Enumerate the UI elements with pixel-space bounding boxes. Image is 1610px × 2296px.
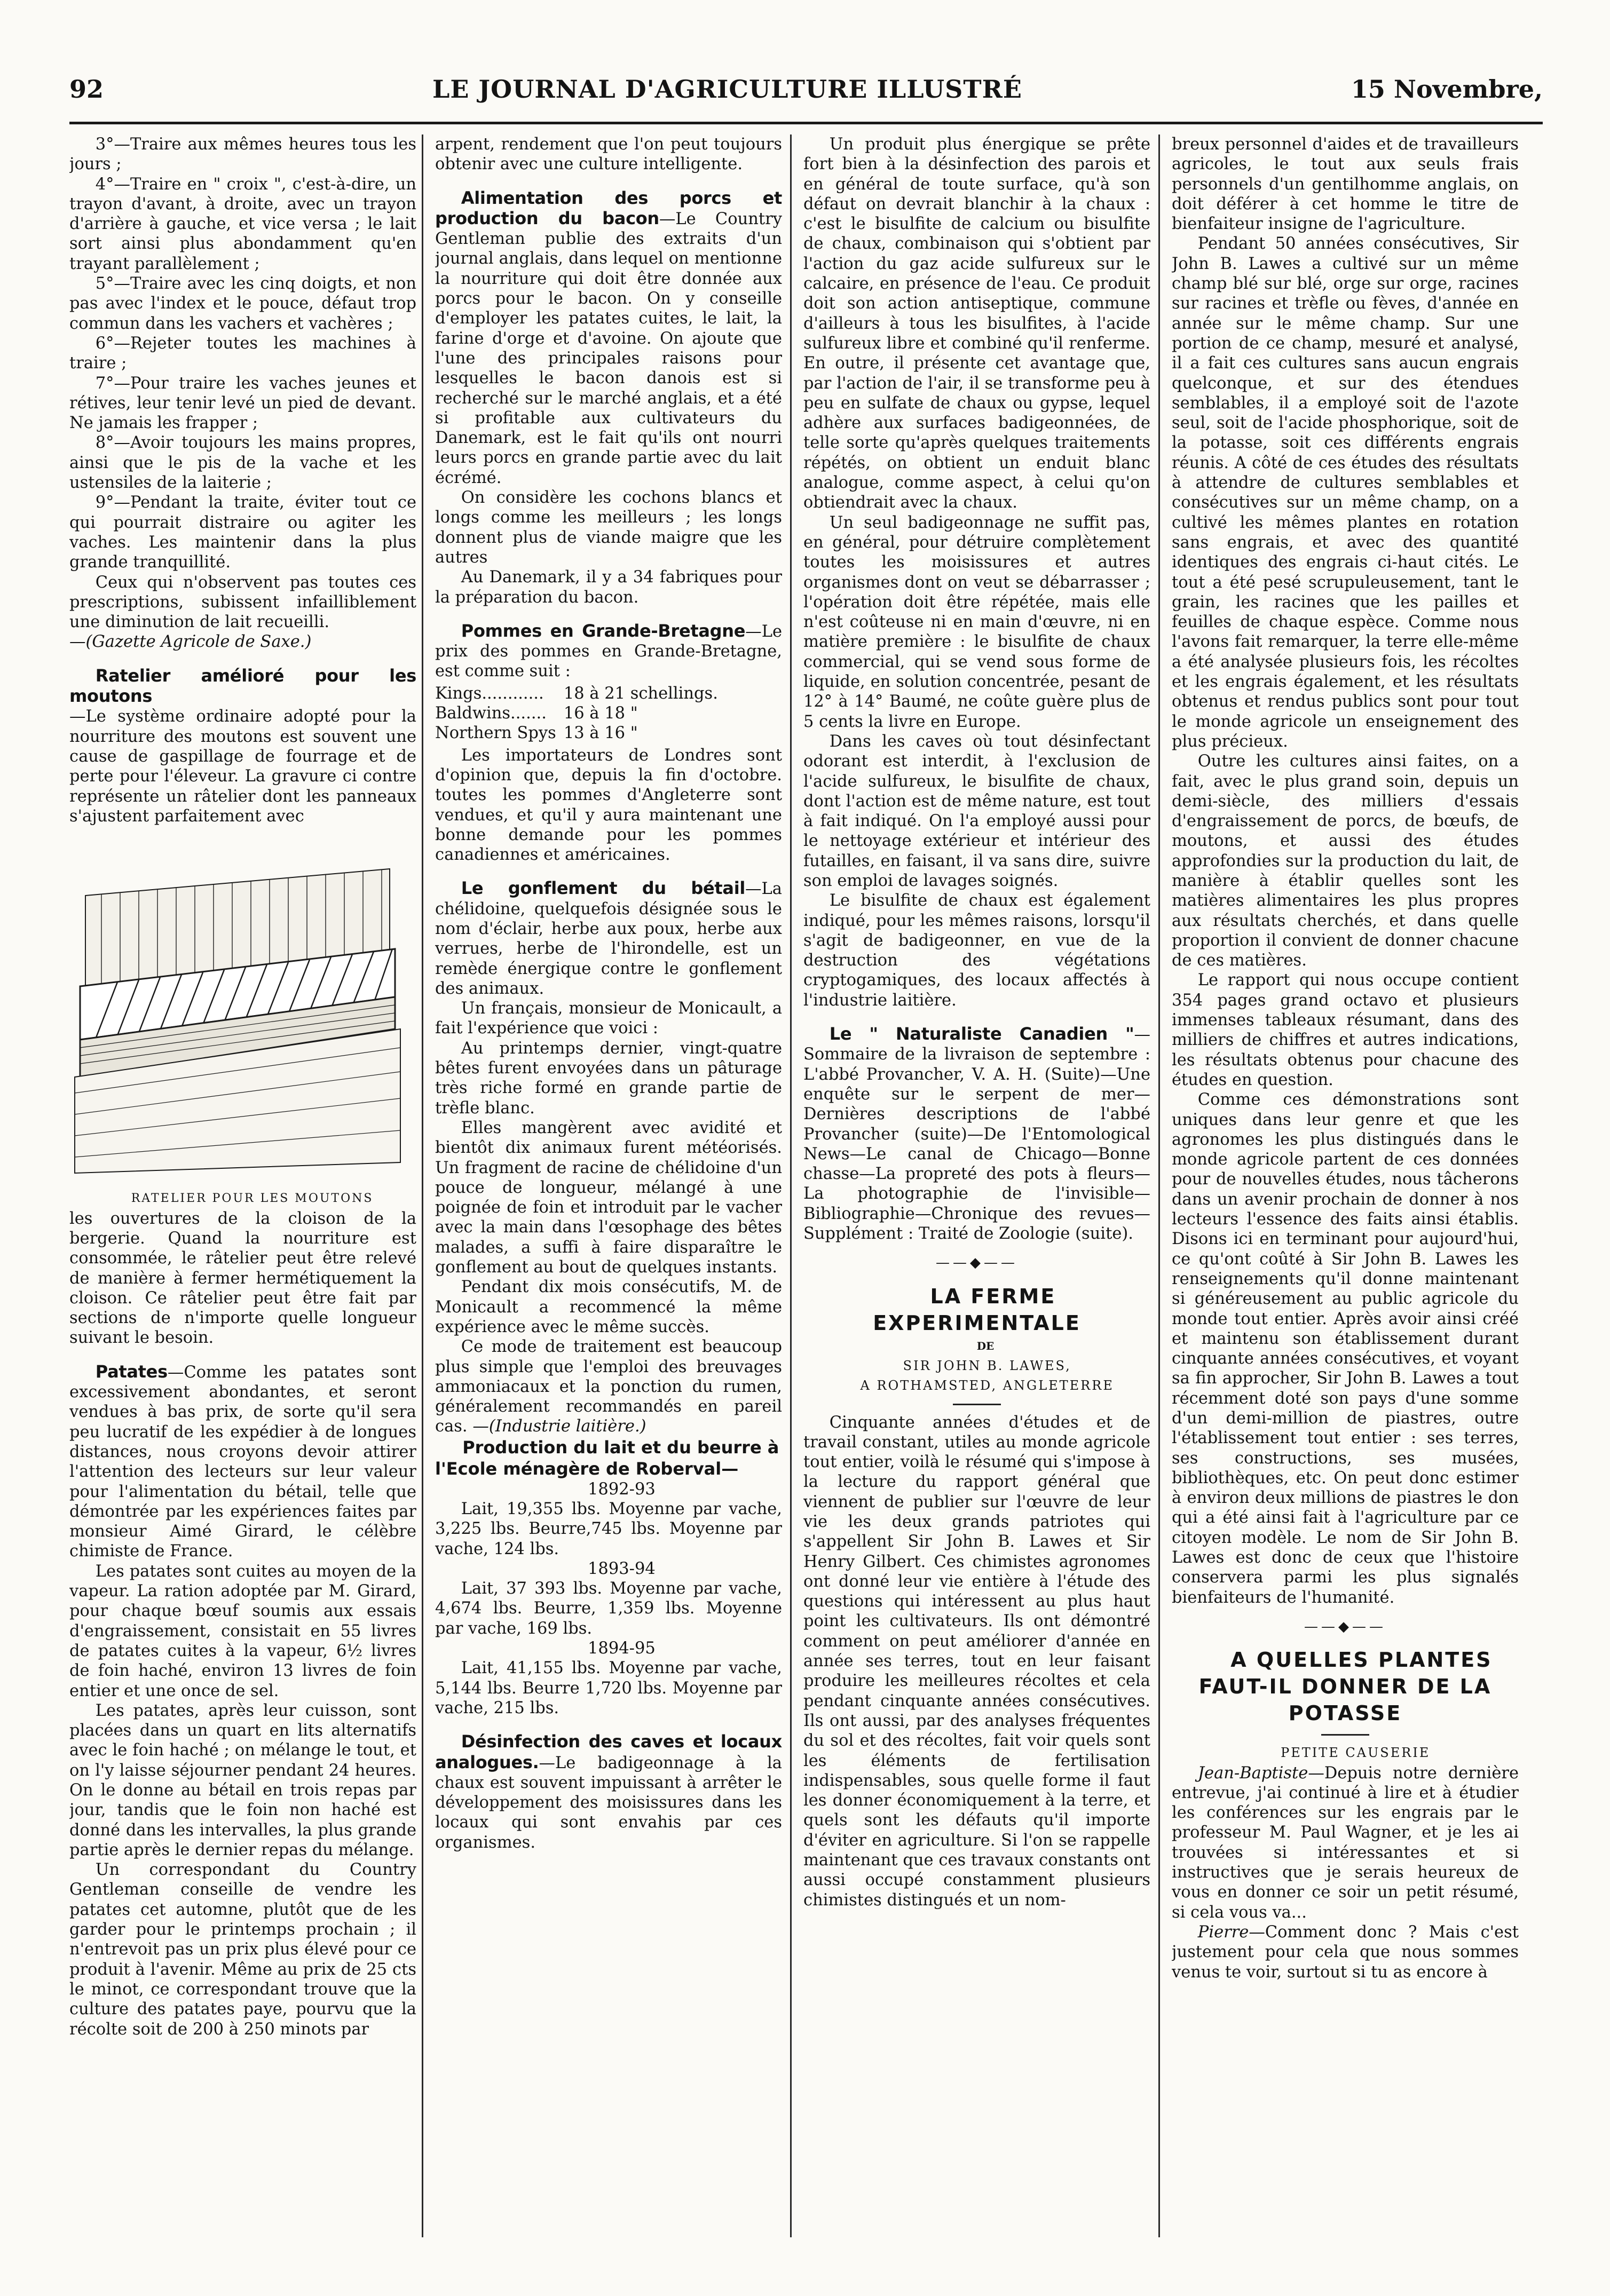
- milking-rule: 7°—Pour traire les vaches jeunes et rétives, leur tenir levé un pied de devant. Ne jamais les frapper ;: [69, 374, 416, 433]
- article-body: Au printemps dernier, vingt-quatre bêtes furent envoyées dans un pâturage très riche formé en grande partie de trèfle blanc.: [435, 1039, 782, 1118]
- section-subtitle-de: DE: [976, 1339, 995, 1352]
- section-title: A QUELLES PLANTES FAUT-IL DONNER DE LA POTASSE: [1198, 1648, 1493, 1725]
- milking-rule: 4°—Traire en " croix ", c'est-à-dire, un trayon d'avant, à droite, avec un trayon d'arrière à gauche, et vice versa ; le lait sort ainsi plus abondamment qu'en trayant parallèlement ;: [69, 175, 416, 273]
- article-body: Lait, 37 393 lbs. Moyenne par vache, 4,674 lbs. Beurre, 1,359 lbs. Moyenne par vache, 169 lbs.: [435, 1579, 782, 1638]
- article-body: Ce mode de traitement est beaucoup plus simple que l'emploi des breuvages ammoniacaux et la ponction du rumen, généralement recommandés en pareil cas. —(Industrie laitière.): [435, 1337, 782, 1436]
- article-body: —Le badigeonnage à la chaux est souvent impuissant à arrêter le développement des moisissures dans les locaux qui sont envahis par ces organismes.: [435, 1753, 782, 1852]
- article-body: —Le prix des pommes en Grande-Bretagne, est comme suit :: [435, 622, 782, 681]
- article-body: —Le Country Gentleman publie des extraits d'un journal anglais, dans lequel on mentionne la nourriture qui doit être donnée aux porcs pour le bacon. On y conseille d'employer les patates cuites, le lait, la farine d'orge et d'avoine. On ajoute que l'une des principales raisons pour lesquelles le bacon danois est si recherché sur le marché anglais, et a été si profitable aux cultivateurs du Danemark, est le fait qu'ils ont nourri leurs porcs en grande partie avec du lait écrémé.: [435, 209, 782, 487]
- divider: [953, 1404, 1001, 1405]
- milking-rule: 8°—Avoir toujours les mains propres, ainsi que le pis de la vache et les ustensiles de la laiterie ;: [69, 433, 416, 493]
- journal-title: LE JOURNAL D'AGRICULTURE ILLUSTRÉ: [432, 75, 1022, 104]
- table-row: Northern Spys 13 à 16 ": [435, 724, 638, 743]
- article-heading: Patates: [95, 1361, 168, 1382]
- article-body: Un français, monsieur de Monicault, a fait l'expérience que voici :: [435, 999, 782, 1038]
- table-row: Kings............ 18 à 21 schellings.: [435, 684, 718, 703]
- column-rule: [422, 134, 423, 2237]
- milking-rule: 9°—Pendant la traite, éviter tout ce qui pourrait distraire ou agiter les vaches. Les maintenir dans la plus grande tranquillité.: [69, 493, 416, 572]
- milking-rule: 5°—Traire avec les cinq doigts, et non pas avec l'index et le pouce, défaut trop commun dans les vachers et vachères ;: [69, 274, 416, 333]
- article-heading: Ratelier amélioré pour les moutons: [69, 665, 416, 707]
- article-body: les ouvertures de la cloison de la bergerie. Quand la nourriture est consommée, le râtelier peut être relevé de manière à fermer hermétiquement la cloison. Ce râtelier peut être fait par sections de n'importe quelle longueur suivant le besoin.: [69, 1209, 416, 1348]
- article-body: —Comme les patates sont excessivement abondantes, et seront vendues à bas prix, de sorte qu'il sera peu lucratif de les expédier à de longues distances, nous croyons devoir attirer l'attention des lecteurs sur leur valeur pour l'alimentation du bétail, telle que démontrée par les expériences faites par monsieur Aimé Girard, le célèbre chimiste de France.: [69, 1363, 416, 1561]
- source-citation: —(Gazette Agricole de Saxe.): [69, 632, 312, 652]
- article-body: Les importateurs de Londres sont d'opinion que, depuis la fin d'octobre. toutes les pommes d'Angleterre sont vendues, et qu'il y aura maintenant une bonne demande pour les pommes canadiennes et américaines.: [435, 746, 782, 865]
- column-1: [69, 134, 416, 2237]
- article-body: Les patates sont cuites au moyen de la vapeur. La ration adoptée par M. Girard, pour chaque bœuf soumis aux essais d'engraissement, consistait en 55 livres de patates cuites à la vapeur, 6½ livres de foin haché, environ 13 livres de foin entier et une once de sel.: [69, 1562, 416, 1700]
- column-rule: [1158, 134, 1160, 2237]
- article-body: Le rapport qui nous occupe contient 354 pages grand octavo et plusieurs immenses tableaux résumant, dans des milliers de chiffres et autres indications, les résultats obtenus pour chacune des études en question.: [1172, 971, 1519, 1089]
- section-subtitle: PETITE CAUSERIE: [1281, 1745, 1431, 1761]
- column-3: [803, 134, 1150, 2237]
- divider: [1321, 1734, 1369, 1736]
- article-body: —Sommaire de la livraison de septembre : L'abbé Provancher, V. A. H. (Suite)—Une enquête sur le serpent de mer—Dernières descriptions de l'abbé Provancher (suite)—De l'Entomological News—Le canal de Chicago—Bonne chasse—La propreté des pots à fleurs—La photographie de l'invisible—Bibliographie—Chronique des revues—Supplément : Traité de Zoologie (suite).: [803, 1025, 1150, 1244]
- article-body: Cinquante années d'études et de travail constant, utiles au monde agricole tout entier, voilà le résumé qui s'impose à la lecture du rapport général que viennent de publier sur l'œuvre de leur vie les deux grands patriotes qui s'appellent Sir John B. Lawes et Sir Henry Gilbert. Ces chimistes agronomes ont donné leur vie entière à l'étude des questions qui intéressent au plus haut point les cultivateurs. Ils ont démontré comment on peut améliorer d'année en année ses terres, tout en leur faisant produire les meilleures récoltes et cela pendant cinquante années consécutives. Ils ont aussi, par des analyses fréquentes du sol et des récoltes, fait voir quels sont les éléments de fertilisation indispensables, sous quelle forme il faut les donner économiquement à la terre, et quels sont les défauts qu'il importe d'éviter en agriculture. Si l'on se rappelle maintenant que ces travaux constants ont aussi occupé constamment plusieurs chimistes distingués et un nom-: [803, 1413, 1150, 1910]
- section-divider: ——◆——: [1304, 1618, 1386, 1635]
- article-body: Lait, 19,355 lbs. Moyenne par vache, 3,225 lbs. Beurre,745 lbs. Moyenne par vache, 124 lbs.: [435, 1500, 782, 1558]
- article-body: Au Danemark, il y a 34 fabriques pour la préparation du bacon.: [435, 568, 782, 607]
- closing-paragraph: Ceux qui n'observent pas toutes ces prescriptions, subissent infailliblement une diminution de lait recueilli.: [69, 573, 416, 632]
- issue-date: 15 Novembre,: [1351, 75, 1543, 104]
- section-subtitle-place: A ROTHAMSTED, ANGLETERRE: [860, 1378, 1114, 1394]
- article-body: Outre les cultures ainsi faites, on a fait, avec le plus grand soin, depuis un demi-siècle, des milliers d'essais d'engraissement de porcs, de bœufs, de moutons, et aussi des études approfondies sur la production du lait, de manière à établir quelles sont les matières alimentaires les plus propres aux résultats cherchés, et dans quelle proportion il convient de donner chacune de ces matières.: [1172, 752, 1519, 970]
- table-row: Baldwins....... 16 à 18 ": [435, 704, 638, 723]
- year-label: 1893-94: [588, 1559, 656, 1578]
- sheep-rack-engraving: [69, 864, 406, 1178]
- article-body: breux personnel d'aides et de travailleurs agricoles, le tout aux seuls frais personnels d'un gentilhomme anglais, on doit déférer à cet homme le titre de bienfaiteur insigne de l'agriculture.: [1172, 135, 1519, 234]
- article-body: Comme ces démonstrations sont uniques dans leur genre et que les agronomes les plus distingués dans le monde agricole partent de ces données pour de nouvelles études, nous tâcherons dans un avenir prochain de donner à nos lecteurs l'essence des faits ainsi établis. Disons ici en terminant pour aujourd'hui, ce qu'ont coûté à Sir John B. Lawes les renseignements qu'il donne maintenant si généreusement au public agricole du monde tout entier. Après avoir ainsi créé et maintenu son établissement durant cinquante années consécutives, et voyant sa fin approcher, Sir John B. Lawes a tout récemment doté son pays d'une somme d'un demi-million de piastres, outre l'établissement tout entier : ses terres, ses constructions, ses musées, bibliothèques, etc. On peut donc estimer à environ deux millions de piastres le don qui a été ainsi fait à l'agriculture par ce citoyen modèle. Le nom de Sir John B. Lawes est donc de ceux que l'histoire conservera parmi les plus signalés bienfaiteurs de l'humanité.: [1172, 1090, 1519, 1607]
- article-body: Elles mangèrent avec avidité et bientôt dix animaux furent météorisés. Un fragment de racine de chélidoine d'un pouce de longueur, mélangé à une poignée de foin et introduit par le vacher avec la main dans l'œsophage des bêtes malades, a suffi à faire disparaître le gonflement au bout de quelques instants.: [435, 1118, 782, 1277]
- section-title: LA FERME EXPERIMENTALE: [873, 1284, 1081, 1335]
- column-rule: [790, 134, 792, 2237]
- article-body: Le bisulfite de chaux est également indiqué, pour les mêmes raisons, lorsqu'il s'agit de badigeonner, en vue de la destruction des végétations cryptogamiques, des locaux affectés à l'industrie laitière.: [803, 891, 1150, 1010]
- article-heading: Le gonflement du bétail: [461, 878, 746, 899]
- article-body: Pendant 50 années consécutives, Sir John B. Lawes a cultivé sur un même champ blé sur blé, orge sur orge, racines sur racines et trèfle ou fèves, d'année en année sur le même champ. Sur une portion de ce champ, mesuré et analysé, il a fait ces cultures sans aucun engrais quelconque, et sur des étendues semblables, il a employé soit de l'azote seul, soit de l'acide phosphorique, soit de la potasse, soit ces différents engrais réunis. A côté de ces études des résultats à attendre de cultures semblables et consécutives sur un même champ, on a cultivé les mêmes plantes en rotation sans engrais, et avec des quantité identiques des engrais ci-haut cités. Le tout a été pesé scrupuleusement, tant le grain, les racines que les pailles et feuilles de chaque espèce. Comme nous l'avons fait remarquer, la terre elle-même a été analysée plusieurs fois, les récoltes et les engrais également, et les résultats obtenus et rendus publics sont pour tout le monde agricole un enseignement des plus précieux.: [1172, 234, 1519, 751]
- article-body: Dans les caves où tout désinfectant odorant est interdit, à l'exclusion de l'acide sulfureux, le bisulfite de chaux, dont l'action est de même nature, est tout à fait indiqué. On l'a employé aussi pour le nettoyage extérieur et intérieur des futailles, en faisant, il va sans dire, suivre son emploi de lavages soignés.: [803, 732, 1150, 890]
- column-4: [1172, 134, 1519, 2237]
- article-heading: Production du lait et du beurre à l'Ecole ménagère de Roberval—: [435, 1437, 779, 1479]
- article-body: —La chélidoine, quelquefois désignée sous le nom d'éclair, herbe aux poux, herbe aux verrues, herbe de l'hirondelle, est un remède énergique contre le gonflement des animaux.: [435, 880, 782, 998]
- running-head: [69, 75, 1543, 124]
- dialogue-line: Jean-Baptiste—Depuis notre dernière entrevue, j'ai continué à lire et à étudier les conférences sur les engrais par le professeur M. Paul Wagner, et je les ai trouvées si intéressantes et si instructives que je serais heureux de vous en donner ce soir un petit résumé, si cela vous va...: [1172, 1763, 1519, 1922]
- article-body: Un seul badigeonnage ne suffit pas, en général, pour détruire complètement toutes les moisissures et autres organismes dont on veut se débarrasser ; l'opération doit être répétée, mais elle n'est coûteuse ni en main d'œuvre, ni en matière première : le bisulfite de chaux commercial, qui se vend sous forme de liquide, en solution concentrée, pesant de 12° à 14° Baumé, ne coûte guère plus de 5 cents la livre en Europe.: [803, 513, 1150, 731]
- column-2: [435, 134, 782, 2237]
- section-divider: ——◆——: [936, 1255, 1018, 1271]
- article-heading: Alimentation des porcs et production du bacon: [435, 187, 782, 228]
- milking-rule: 3°—Traire aux mêmes heures tous les jours ;: [69, 135, 416, 174]
- article-body: Lait, 41,155 lbs. Moyenne par vache, 5,144 lbs. Beurre 1,720 lbs. Moyenne par vache, 215 lbs.: [435, 1659, 782, 1717]
- article-body: Un correspondant du Country Gentleman conseille de vendre les patates cet automne, plutôt que de les garder pour le printemps prochain ; il n'entrevoit pas un prix plus élevé pour ce produit à l'avenir. Même au prix de 25 cts le minot, ce correspondant trouve que la culture des patates paye, pourvu que la récolte soit de 200 à 250 minots par: [69, 1860, 416, 2039]
- article-body: —Le système ordinaire adopté pour la nourriture des moutons est souvent une cause de gaspillage de fourrage et de perte pour l'éleveur. La gravure ci contre représente un râtelier dont les panneaux s'ajustent parfaitement avec: [69, 707, 416, 826]
- article-body: Les patates, après leur cuisson, sont placées dans un quart en lits alternatifs avec le foin haché ; on mélange le tout, et on l'y laisse séjourner pendant 24 heures. On le donne au bétail en trois repas par jour, tandis que le foin non haché est donné dans les intervalles, la plus grande partie après le dernier repas du mélange.: [69, 1701, 416, 1859]
- section-subtitle-name: SIR JOHN B. LAWES,: [903, 1358, 1071, 1373]
- article-heading: Le " Naturaliste Canadien ": [829, 1024, 1134, 1044]
- milking-rule: 6°—Rejeter toutes les machines à traire ;: [69, 334, 416, 373]
- page-number: 92: [69, 75, 104, 104]
- dialogue-line: Pierre—Comment donc ? Mais c'est justement pour cela que nous sommes venus te voir, surtout si tu as encore à: [1172, 1922, 1519, 1982]
- article-heading: Pommes en Grande-Bretagne: [461, 620, 746, 641]
- apple-price-table: [435, 684, 725, 743]
- year-label: 1892-93: [588, 1479, 656, 1499]
- article-body: Un produit plus énergique se prête fort bien à la désinfection des parois et en général de toute surface, qu'à son défaut on devrait blanchir à la chaux : c'est le bisulfite de calcium ou bisulfite de chaux, combinaison qui s'obtient par l'action du gaz acide sulfureux sur le calcaire, en présence de l'eau. Ce produit doit son action antiseptique, commune d'ailleurs à tous les bisulfites, à l'acide sulfureux libre et combiné qu'il renferme. En outre, il présente cet avantage que, par l'action de l'air, il se transforme peu à peu en sulfate de chaux ou gypse, lequel adhère aux surfaces badigeonnées, de telle sorte qu'après quelques traitements répétés, on obtient un enduit blanc analogue, comme aspect, à celui qu'on obtiendrait avec la chaux.: [803, 135, 1150, 512]
- figure-caption: RATELIER POUR LES MOUTONS: [131, 1192, 374, 1206]
- article-body: arpent, rendement que l'on peut toujours obtenir avec une culture intelligente.: [435, 135, 782, 174]
- article-body: On considère les cochons blancs et longs comme les meilleurs ; les longs donnent plus de viande maigre que les autres: [435, 488, 782, 567]
- article-body: Pendant dix mois consécutifs, M. de Monicault a recommencé la même expérience avec le même succès.: [435, 1278, 782, 1336]
- year-label: 1894-95: [588, 1639, 656, 1658]
- article-heading: Désinfection des caves et locaux analogues.: [435, 1731, 782, 1772]
